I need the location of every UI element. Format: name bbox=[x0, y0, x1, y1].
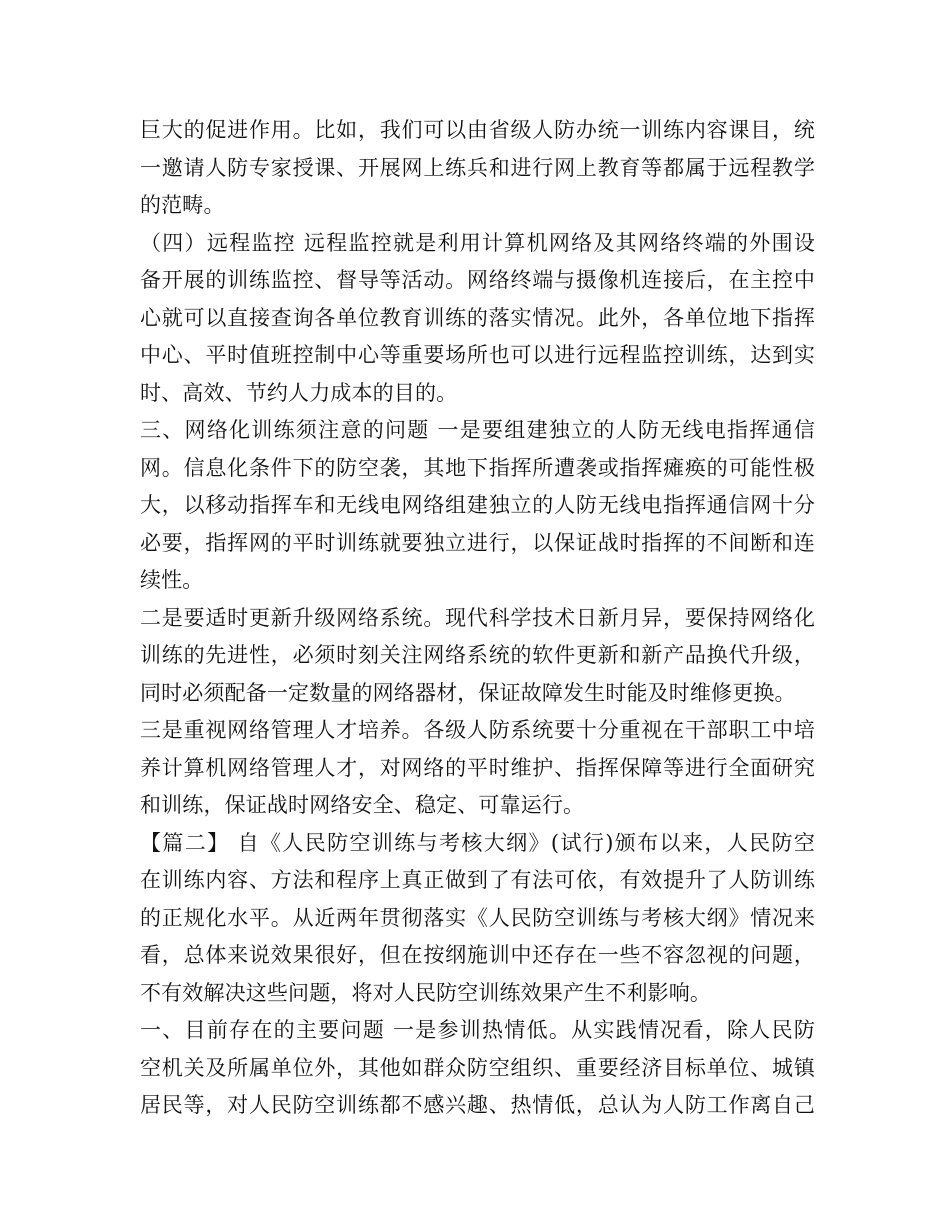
paragraph-1 bbox=[140, 112, 815, 225]
text-line: 三是重视网络管理人才培养。各级人防系统要十分重视在干部职工中培 bbox=[140, 718, 815, 742]
text-line: 在训练内容、方法和程序上真正做到了有法可依，有效提升了人防训练 bbox=[140, 868, 815, 892]
text-line: 的范畴。 bbox=[140, 193, 225, 217]
text-line: 一邀请人防专家授课、开展网上练兵和进行网上教育等都属于远程教学 bbox=[140, 155, 815, 180]
text-line: 养计算机网络管理人才，对网络的平时维护、指挥保障等进行全面研究 bbox=[140, 755, 815, 780]
text-line: （四）远程监控 远程监控就是利用计算机网络及其网络终端的外围设 bbox=[140, 230, 815, 255]
text-line: 中心、平时值班控制中心等重要场所也可以进行远程监控训练，达到实 bbox=[140, 343, 815, 367]
text-line: 【篇二】 自《人民防空训练与考核大纲》(试行)颁布以来，人民防空 bbox=[140, 830, 815, 855]
paragraph-3 bbox=[140, 412, 815, 600]
text-line: 备开展的训练监控、督导等活动。网络终端与摄像机连接后，在主控中 bbox=[140, 268, 815, 292]
text-line: 居民等，对人民防空训练都不感兴趣、热情低，总认为人防工作离自己 bbox=[140, 1093, 815, 1117]
text-line: 时、高效、节约人力成本的目的。 bbox=[140, 380, 458, 405]
paragraph-6 bbox=[140, 825, 815, 1013]
text-line: 一、目前存在的主要问题 一是参训热情低。从实践情况看，除人民防 bbox=[140, 1018, 815, 1042]
text-line: 二是要适时更新升级网络系统。现代科学技术日新月异，要保持网络化 bbox=[140, 605, 815, 630]
paragraph-7 bbox=[140, 1012, 815, 1125]
text-line: 巨大的促进作用。比如，我们可以由省级人防办统一训练内容课目，统 bbox=[140, 118, 815, 142]
text-line: 必要，指挥网的平时训练就要独立进行，以保证战时指挥的不间断和连 bbox=[140, 530, 815, 555]
paragraph-4 bbox=[140, 600, 815, 713]
text-line: 大，以移动指挥车和无线电网络组建独立的人防无线电指挥通信网十分 bbox=[140, 493, 815, 517]
text-line: 不有效解决这些问题，将对人民防空训练效果产生不利影响。 bbox=[140, 980, 712, 1005]
paragraph-5 bbox=[140, 712, 815, 825]
paragraph-2 bbox=[140, 225, 815, 413]
text-line: 同时必须配备一定数量的网络器材，保证故障发生时能及时维修更换。 bbox=[140, 680, 796, 705]
text-line: 网。信息化条件下的防空袭，其地下指挥所遭袭或指挥瘫痪的可能性极 bbox=[140, 455, 815, 480]
text-line: 空机关及所属单位外，其他如群众防空组织、重要经济目标单位、城镇 bbox=[140, 1055, 815, 1080]
text-line: 的正规化水平。从近两年贯彻落实《人民防空训练与考核大纲》情况来 bbox=[140, 905, 815, 930]
text-line: 训练的先进性，必须时刻关注网络系统的软件更新和新产品换代升级， bbox=[140, 643, 815, 667]
text-line: 续性。 bbox=[140, 568, 204, 592]
text-line: 心就可以直接查询各单位教育训练的落实情况。此外，各单位地下指挥 bbox=[140, 305, 815, 330]
text-line: 和训练，保证战时网络安全、稳定、可靠运行。 bbox=[140, 793, 585, 817]
text-line: 看，总体来说效果很好，但在按纲施训中还存在一些不容忽视的问题， bbox=[140, 943, 815, 967]
text-line: 三、网络化训练须注意的问题 一是要组建独立的人防无线电指挥通信 bbox=[140, 418, 815, 442]
document-body bbox=[140, 112, 815, 1125]
